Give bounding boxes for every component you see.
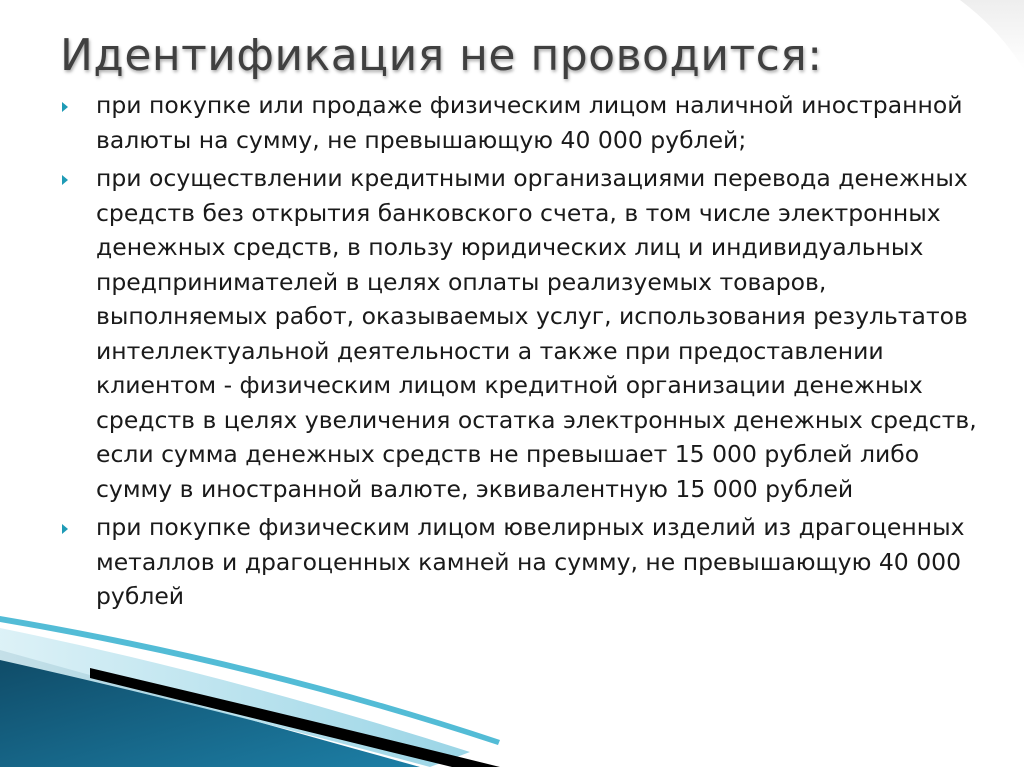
slide-title: Идентификация не проводится: — [60, 30, 823, 81]
bullet-text: при осуществлении кредитными организациями перевода денежных средств без открытия банковского счета, в том числе электронных денежных средств, в пользу юридических лиц и индивидуальных предпринимателей в целях оплаты реализуемых товаров, выполняемых работ, оказываемых услуг, использования результатов интеллектуальной деятельности а также при предоставлении клиентом - физическим лицом кредитной организации денежных средств в целях увеличения остатка электронных денежных средств, если сумма денежных средств не превышает 15 000 рублей либо сумму в иностранной валюте, эквивалентную 15 000 рублей — [96, 164, 977, 503]
bullet-item — [62, 161, 992, 506]
bullet-item — [62, 510, 992, 614]
bullet-text: при покупке или продаже физическим лицом наличной иностранной валюты на сумму, не превышающую 40 000 рублей; — [96, 91, 963, 154]
bullet-item — [62, 88, 992, 157]
bullet-list — [62, 88, 992, 618]
bullet-text: при покупке физическим лицом ювелирных изделий из драгоценных металлов и драгоценных камней на сумму, не превышающую 40 000 рублей — [96, 513, 965, 610]
triangle-right-icon — [62, 524, 68, 534]
triangle-right-icon — [62, 175, 68, 185]
triangle-right-icon — [62, 102, 68, 112]
